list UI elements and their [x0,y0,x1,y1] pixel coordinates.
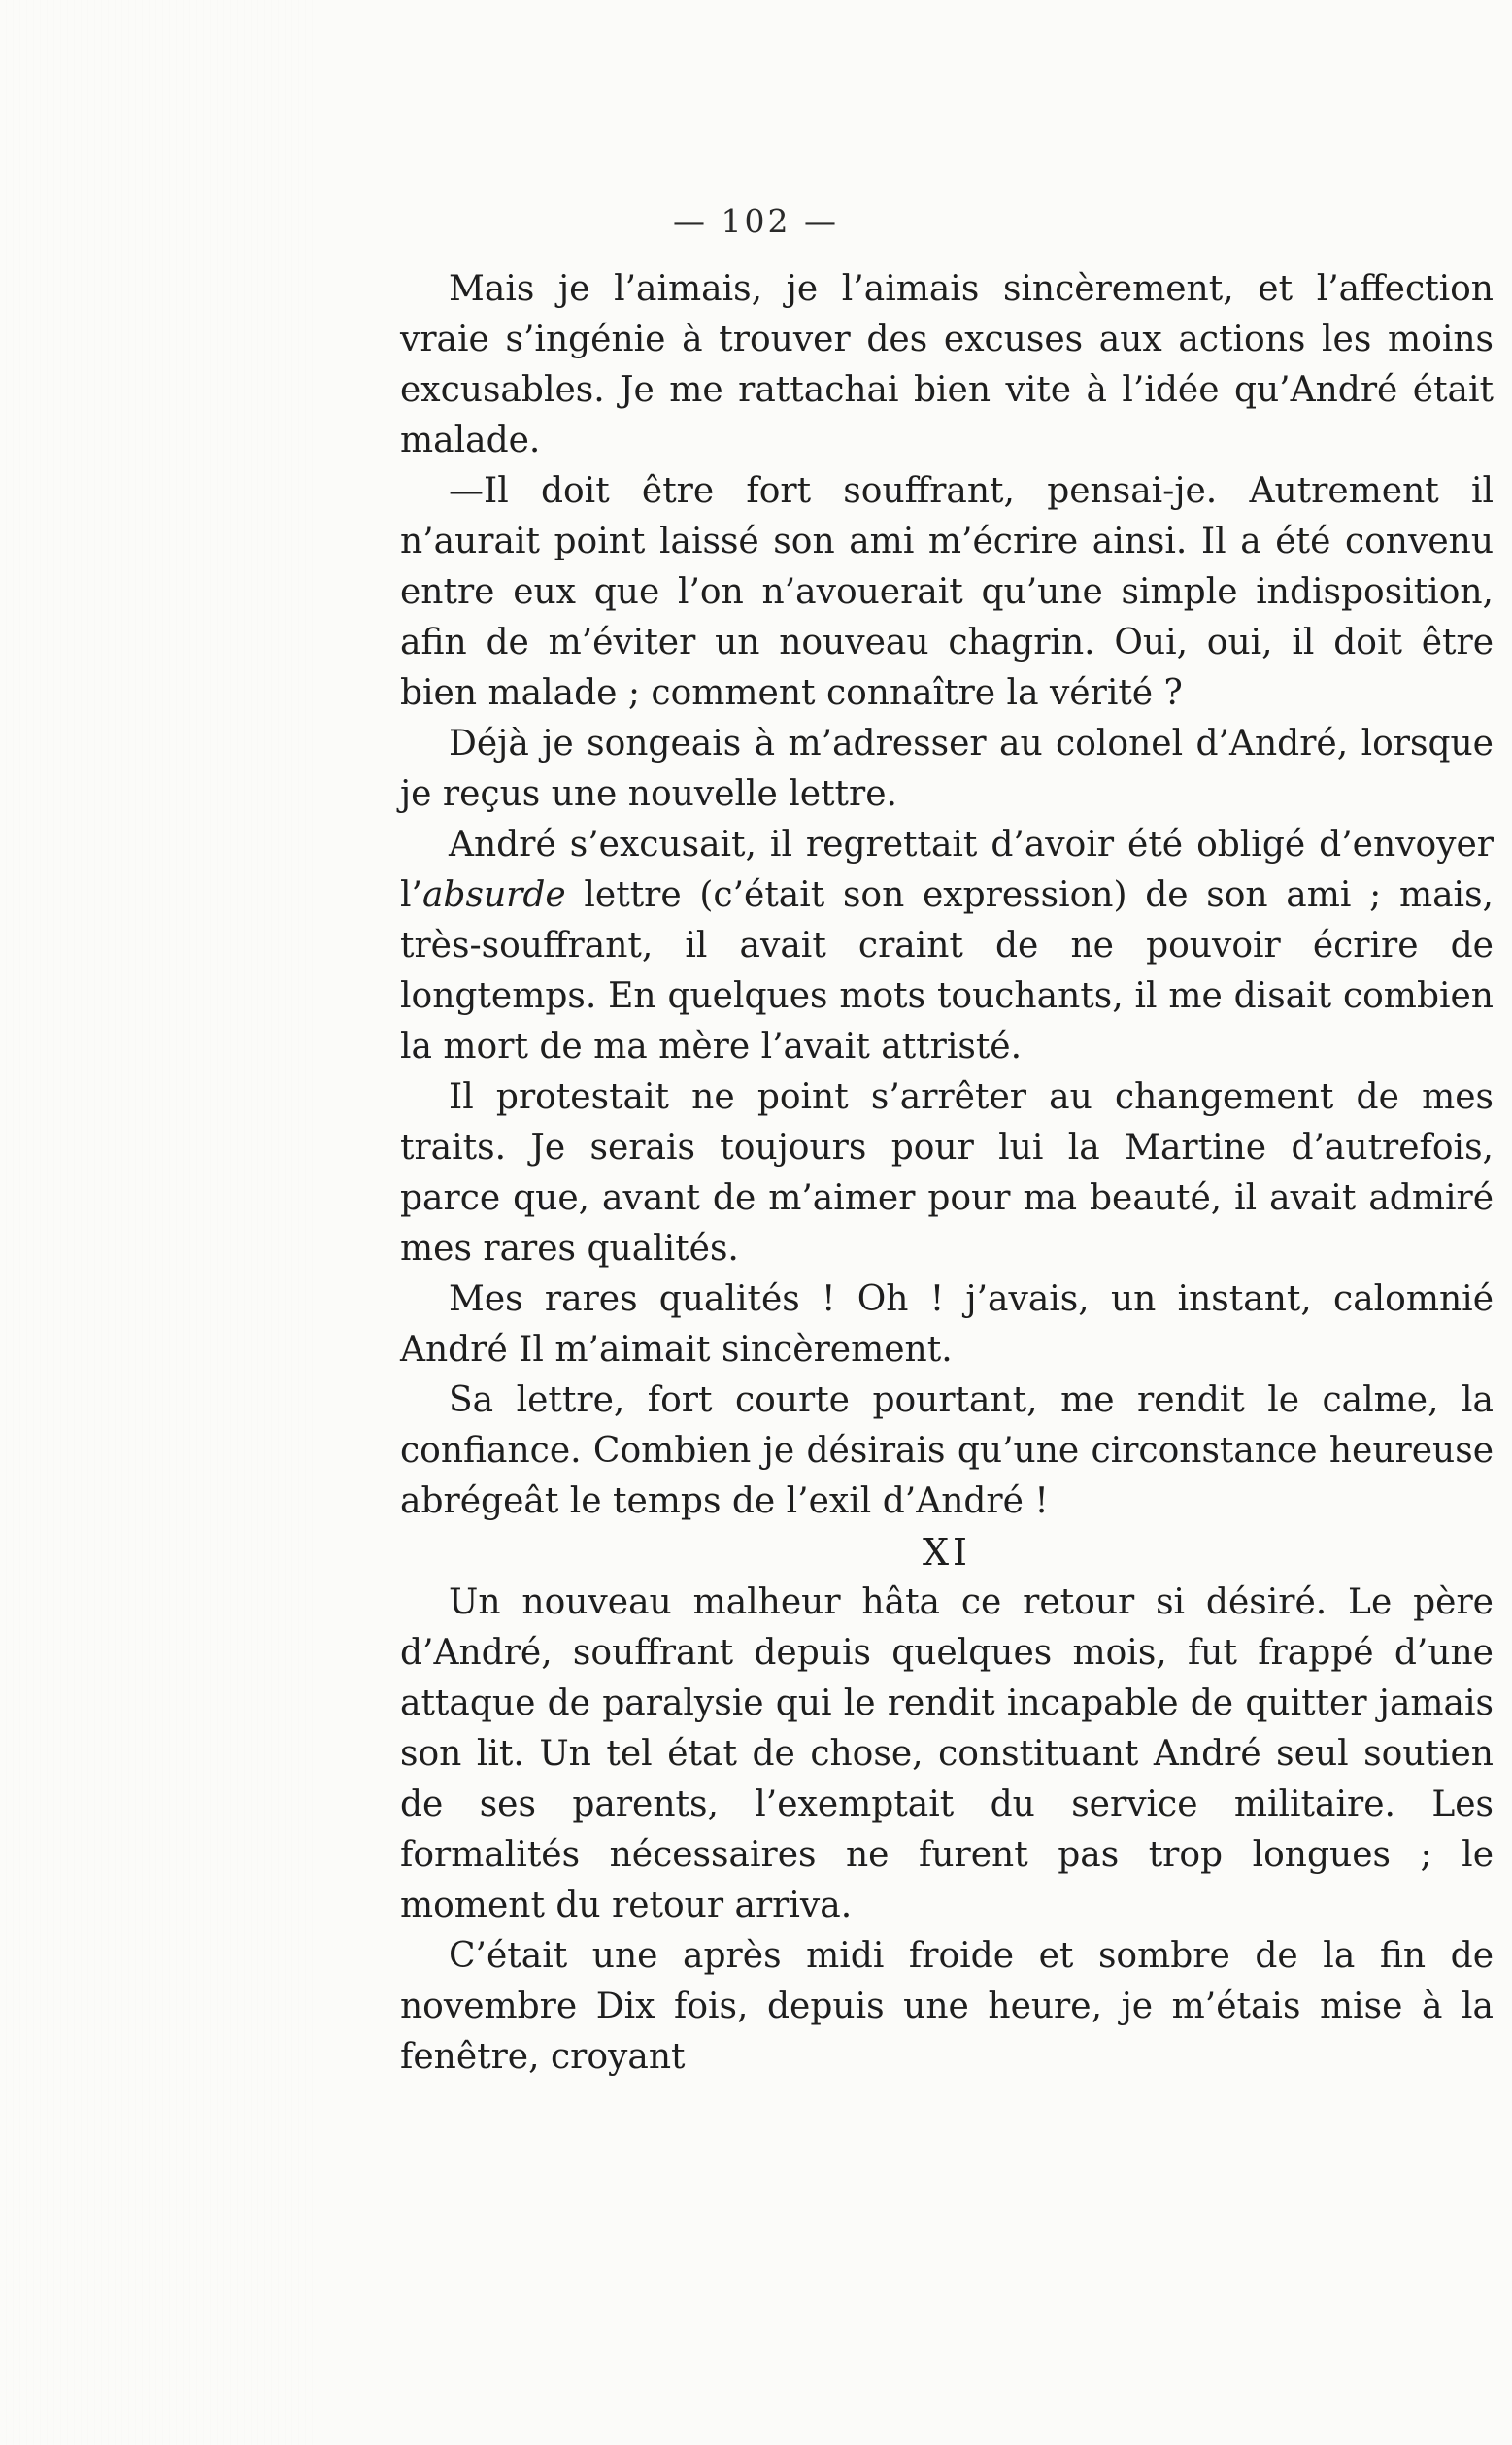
paragraph: Déjà je songeais à m’adresser au colonel d’André, lorsque je reçus une nouvelle lettre. [400,724,1494,814]
paragraph: Mais je l’aimais, je l’aimais sincèrement, et l’affection vraie s’ingénie à trouver des excuses aux actions les moins excusables. Je me rattachai bien vite à l’idée qu’André était malade. [400,269,1494,460]
text-run: André s’excusait, il regrettait d’avoir été obligé d’envoyer l’ [400,825,1494,915]
page-margin [0,0,320,2445]
paragraph: Mes rares qualités ! Oh ! j’avais, un instant, calomnié André Il m’aimait sincèrement. [400,1279,1494,1370]
text-run: lettre (c’était son expression) de son ami ; mais, très-souffrant, il avait craint de ne pouvoir écrire de longtemps. En quelques mots touchants, il me disait combien la mort de ma mère l’avait attristé. [400,875,1494,1067]
paragraph: Sa lettre, fort courte pourtant, me rendit le calme, la confiance. Combien je désirais qu’une circonstance heureuse abrégeât le temps de l’exil d’André ! [400,1380,1494,1521]
chapter-heading: XI [922,1531,972,1574]
paragraph: —Il doit être fort souffrant, pensai-je. Autrement il n’aurait point laissé son ami m’écrire ainsi. Il a été convenu entre eux que l’on n’avouerait qu’une simple indisposition, afin de m’éviter un nouveau chagrin. Oui, oui, il doit être bien malade ; comment connaître la vérité ? [400,471,1494,713]
page-number: — 102 — [673,202,839,240]
paragraph: Il protestait ne point s’arrêter au changement de mes traits. Je serais toujours pour lui la Martine d’autrefois, parce que, avant de m’aimer pour ma beauté, il avait admiré mes rares qualités. [400,1077,1494,1269]
body-text [400,264,1494,2083]
italic-word: absurde [421,875,566,915]
paragraph: Un nouveau malheur hâta ce retour si désiré. Le père d’André, souffrant depuis quelques mois, fut frappé d’une attaque de paralysie qui le rendit incapable de quitter jamais son lit. Un tel état de chose, constituant André seul soutien de ses parents, l’exemptait du service militaire. Les formalités nécessaires ne furent pas trop longues ; le moment du retour arriva. [400,1582,1494,1925]
paragraph: C’était une après midi froide et sombre de la fin de novembre Dix fois, depuis une heure, je m’étais mise à la fenêtre, croyant [400,1936,1494,2077]
paragraph-letter [400,820,1494,1072]
